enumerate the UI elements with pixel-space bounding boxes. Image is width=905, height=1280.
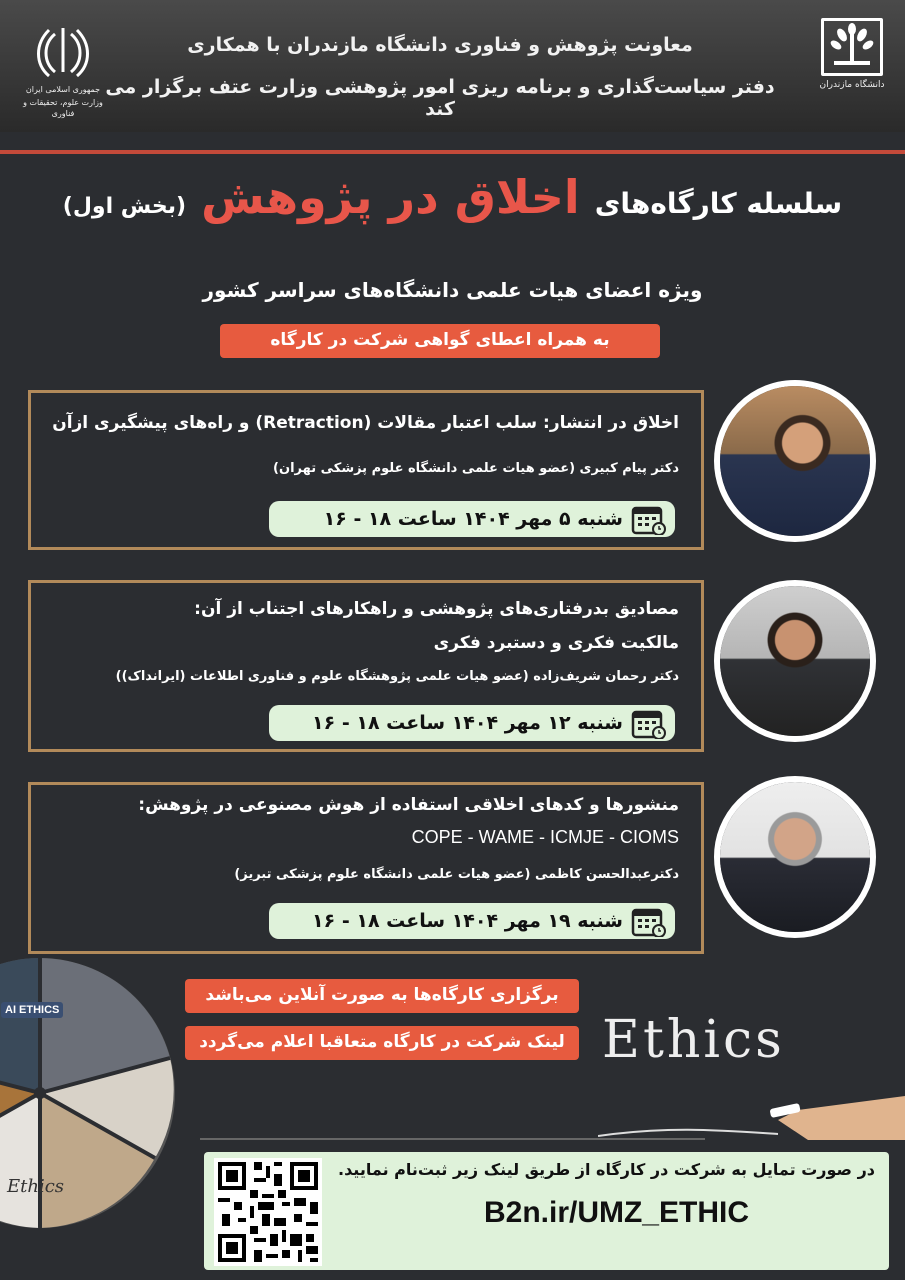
online-notice: برگزاری کارگاه‌ها به صورت آنلاین می‌باشد [185,979,579,1013]
calendar-icon [631,505,667,535]
speaker-3-photo [714,776,876,938]
hand-chalk-icon [598,1070,905,1140]
title-part: (بخش اول) [62,194,187,219]
session-3-date-text: شنبه ۱۹ مهر ۱۴۰۴ ساعت ۱۸ - ۱۶ [312,910,623,932]
header-line-1: معاونت پژوهش و فناوری دانشگاه مازندران با همکاری [187,34,693,56]
bottom-divider [200,1138,705,1140]
speaker-2-photo [714,580,876,742]
session-card-2 [28,580,704,752]
ministry-caption-2: وزارت علوم، تحقیقات و فناوری [23,98,103,118]
collage-label-ai-ethics: AI ETHICS [1,1002,63,1018]
session-2-date-text: شنبه ۱۲ مهر ۱۴۰۴ ساعت ۱۸ - ۱۶ [312,712,623,734]
certificate-badge: به همراه اعطای گواهی شرکت در کارگاه [220,324,660,358]
session-2-title-2: مالکیت فکری و دستبرد فکری [433,633,679,653]
header-line-2: دفتر سیاست‌گذاری و برنامه ریزی امور پژوهشی وزارت عتف برگزار می کند [105,76,775,120]
session-card-1 [28,390,704,550]
university-emblem-icon [821,18,883,76]
session-1-title: اخلاق در انتشار: سلب اعتبار مقالات (Retraction) و راه‌های پیشگیری ازآن [52,413,679,433]
speaker-1-photo [714,380,876,542]
header-banner [0,0,905,132]
university-logo [817,18,887,108]
title-accent: اخلاق در پژوهش [201,170,580,224]
registration-link[interactable]: B2n.ir/UMZ_ETHIC [483,1196,749,1229]
ministry-logo [18,22,108,118]
qr-code[interactable] [214,1158,322,1266]
divider-red [0,150,905,154]
registration-text: در صورت تمایل به شرکت در کارگاه از طریق لینک زیر ثبت‌نام نمایید. [337,1160,875,1179]
session-3-speaker: دکترعبدالحسن کاظمی (عضو هیات علمی دانشگاه علوم پزشکی تبریز) [234,867,679,882]
session-1-date-text: شنبه ۵ مهر ۱۴۰۴ ساعت ۱۸ - ۱۶ [323,508,623,530]
session-2-title: مصادیق بدرفتاری‌های پژوهشی و راهکارهای اجتناب از آن: [194,599,679,619]
session-card-3 [28,782,704,954]
ethics-collage [0,958,175,1228]
session-1-date [269,501,675,537]
collage-label-ethics: Ethics [7,1176,65,1197]
subtitle: ویژه اعضای هیات علمی دانشگاه‌های سراسر کشور [202,278,703,302]
ministry-caption-1: جمهوری اسلامی ایران [25,85,101,94]
session-1-speaker: دکتر پیام کبیری (عضو هیات علمی دانشگاه علوم پزشکی تهران) [273,461,679,476]
session-2-date [269,705,675,741]
link-notice: لینک شرکت در کارگاه متعاقبا اعلام می‌گردد [185,1026,579,1060]
session-3-date [269,903,675,939]
session-2-speaker: دکتر رحمان شریف‌زاده (عضو هیات علمی پژوهشگاه علوم و فناوری اطلاعات (ایرانداک)) [115,669,679,684]
registration-box [204,1152,889,1270]
ethics-chalk-illustration [598,1000,905,1140]
calendar-icon [631,907,667,937]
session-3-title-2: COPE - WAME - ICMJE - CIOMS [411,827,679,847]
session-3-title: منشورها و کدهای اخلاقی استفاده از هوش مصنوعی در پژوهش: [138,795,679,815]
title-prefix: سلسله کارگاه‌های [594,187,843,220]
board-ethics-text: Ethics [602,1010,785,1070]
calendar-icon [631,709,667,739]
iran-emblem-icon [35,22,91,78]
page-title [30,170,875,250]
university-logo-caption: دانشگاه مازندران [819,80,885,90]
